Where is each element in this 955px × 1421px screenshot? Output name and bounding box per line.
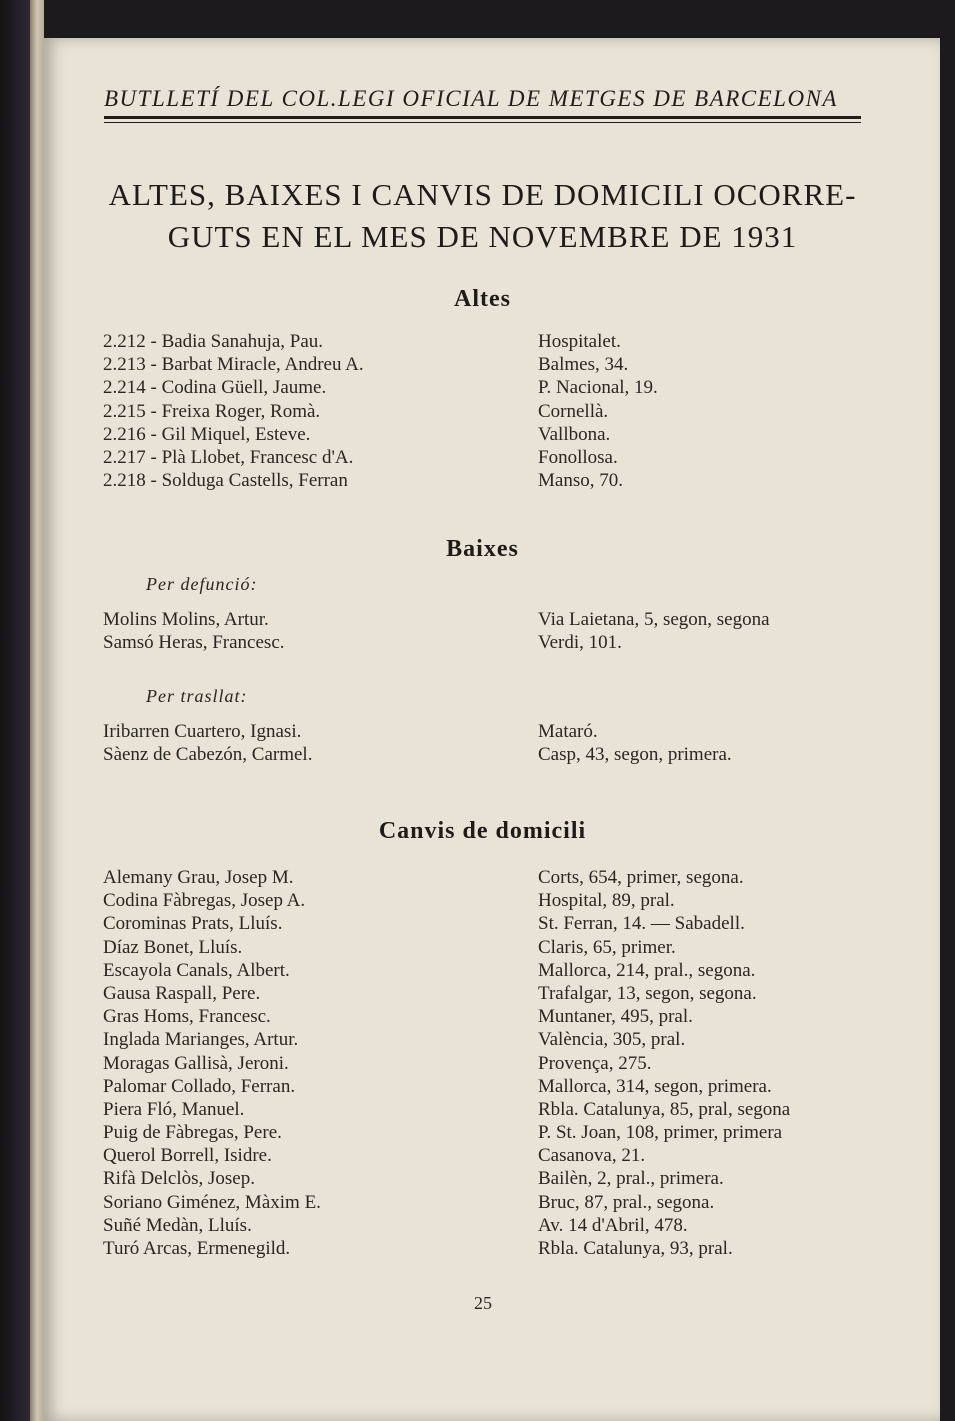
list-row: [103, 1192, 873, 1215]
list-row: [103, 377, 873, 400]
canvis-heading: Canvis de domicili: [378, 818, 587, 844]
entry-address: Verdi, 101.: [538, 632, 622, 654]
entry-name: Alemany Grau, Josep M.: [103, 867, 294, 888]
entry-name: Palomar Collado, Ferran.: [103, 1075, 296, 1097]
entry-address: Casanova, 21.: [538, 1145, 646, 1167]
entry-address: Claris, 65, primer.: [538, 936, 676, 958]
entry-name: Soriano Giménez, Màxim E.: [103, 1191, 321, 1213]
list-row: [103, 401, 873, 424]
list-row: [103, 937, 873, 960]
list-row: [103, 1168, 873, 1191]
entry-name: 2.218 - Solduga Castells, Ferran: [103, 470, 348, 492]
page-title: [104, 174, 861, 258]
list-row: [103, 1076, 873, 1099]
title-line-1: ALTES, BAIXES I CANVIS DE DOMICILI OCORRE-: [108, 177, 857, 212]
entry-address: Muntaner, 495, pral.: [538, 1006, 693, 1028]
list-row: [103, 354, 873, 377]
entry-name: Piera Fló, Manuel.: [103, 1098, 245, 1120]
running-head: BUTLLETÍ DEL COL.LEGI OFICIAL DE METGES DE BARCELONA: [104, 86, 838, 111]
list-row: [103, 1145, 873, 1168]
entry-address: Av. 14 d'Abril, 478.: [538, 1214, 688, 1236]
page-number: 25: [474, 1293, 492, 1313]
entry-name: Samsó Heras, Francesc.: [103, 632, 285, 654]
entry-address: P. St. Joan, 108, primer, primera: [538, 1122, 783, 1144]
entry-address: Mallorca, 214, pral., segona.: [538, 959, 756, 981]
list-row: [103, 983, 873, 1006]
list-row: [103, 867, 873, 890]
list-row: [103, 721, 873, 744]
list-row: [103, 1215, 873, 1238]
list-row: [103, 1238, 873, 1261]
list-row: [103, 331, 873, 354]
list-row: [103, 1006, 873, 1029]
list-row: [103, 1029, 873, 1052]
entry-address: Fonollosa.: [538, 446, 618, 468]
entry-address: Trafalgar, 13, segon, segona.: [538, 982, 757, 1004]
entry-name: Rifà Delclòs, Josep.: [103, 1168, 255, 1190]
list-row: [103, 424, 873, 447]
list-row: [103, 913, 873, 936]
entry-address: P. Nacional, 19.: [538, 377, 658, 399]
header-rule-thick: [104, 116, 861, 119]
list-row: [103, 744, 873, 767]
entry-address: Bailèn, 2, pral., primera.: [538, 1168, 724, 1190]
entry-name: Molins Molins, Artur.: [103, 609, 269, 630]
entry-address: Hospital, 89, pral.: [538, 890, 675, 912]
entry-name: 2.214 - Codina Güell, Jaume.: [103, 377, 327, 399]
title-line-2: GUTS EN EL MES DE NOVEMBRE DE 1931: [167, 219, 798, 254]
altes-heading: Altes: [454, 286, 511, 312]
entry-address: Vallbona.: [538, 423, 611, 445]
document-page: [44, 38, 940, 1421]
entry-address: Hospitalet.: [538, 331, 621, 352]
entry-name: Codina Fàbregas, Josep A.: [103, 890, 306, 912]
entry-name: Turó Arcas, Ermenegild.: [103, 1238, 291, 1259]
entry-name: 2.216 - Gil Miquel, Esteve.: [103, 423, 311, 445]
entry-name: Puig de Fàbregas, Pere.: [103, 1122, 282, 1144]
entry-name: Díaz Bonet, Lluís.: [103, 936, 243, 958]
entry-address: Casp, 43, segon, primera.: [538, 744, 732, 766]
entry-address: Provença, 275.: [538, 1052, 652, 1074]
entry-name: Querol Borrell, Isidre.: [103, 1145, 272, 1167]
list-row: [103, 609, 873, 632]
list-row: [103, 890, 873, 913]
entry-address: Mataró.: [538, 721, 598, 742]
entry-address: Cornellà.: [538, 400, 609, 422]
entry-name: Gras Homs, Francesc.: [103, 1006, 271, 1028]
entry-name: Escayola Canals, Albert.: [103, 959, 290, 981]
entry-name: 2.212 - Badia Sanahuja, Pau.: [103, 331, 324, 352]
entry-address: St. Ferran, 14. — Sabadell.: [538, 913, 745, 935]
entry-name: Sàenz de Cabezón, Carmel.: [103, 744, 313, 766]
list-row: [103, 632, 873, 655]
list-row: [103, 470, 873, 493]
entry-address: Rbla. Catalunya, 93, pral.: [538, 1238, 733, 1259]
page-gutter-edge: [30, 0, 44, 1421]
entry-address: Corts, 654, primer, segona.: [538, 867, 744, 888]
entry-name: 2.217 - Plà Llobet, Francesc d'A.: [103, 446, 354, 468]
header-rule-thin: [104, 122, 861, 123]
entry-address: Bruc, 87, pral., segona.: [538, 1191, 715, 1213]
baixes-heading: Baixes: [446, 536, 519, 562]
entry-address: Mallorca, 314, segon, primera.: [538, 1075, 772, 1097]
entry-name: Corominas Prats, Lluís.: [103, 913, 283, 935]
list-row: [103, 1053, 873, 1076]
trasllat-list: [103, 721, 873, 767]
entry-address: Manso, 70.: [538, 470, 623, 492]
entry-address: Via Laietana, 5, segon, segona: [538, 609, 770, 630]
trasllat-label: Per trasllat:: [146, 686, 248, 706]
defuncio-label: Per defunció:: [146, 574, 258, 594]
entry-name: Moragas Gallisà, Jeroni.: [103, 1052, 289, 1074]
entry-name: 2.215 - Freixa Roger, Romà.: [103, 400, 321, 422]
entry-name: Iribarren Cuartero, Ignasi.: [103, 721, 302, 742]
entry-name: Gausa Raspall, Pere.: [103, 982, 261, 1004]
altes-list: [103, 331, 873, 493]
list-row: [103, 1122, 873, 1145]
list-row: [103, 447, 873, 470]
defuncio-list: [103, 609, 873, 655]
list-row: [103, 1099, 873, 1122]
entry-address: València, 305, pral.: [538, 1029, 686, 1051]
entry-name: 2.213 - Barbat Miracle, Andreu A.: [103, 354, 364, 376]
entry-name: Suñé Medàn, Lluís.: [103, 1214, 252, 1236]
canvis-list: [103, 867, 873, 1261]
entry-address: Balmes, 34.: [538, 354, 629, 376]
entry-address: Rbla. Catalunya, 85, pral, segona: [538, 1098, 791, 1120]
entry-name: Inglada Marianges, Artur.: [103, 1029, 299, 1051]
list-row: [103, 960, 873, 983]
